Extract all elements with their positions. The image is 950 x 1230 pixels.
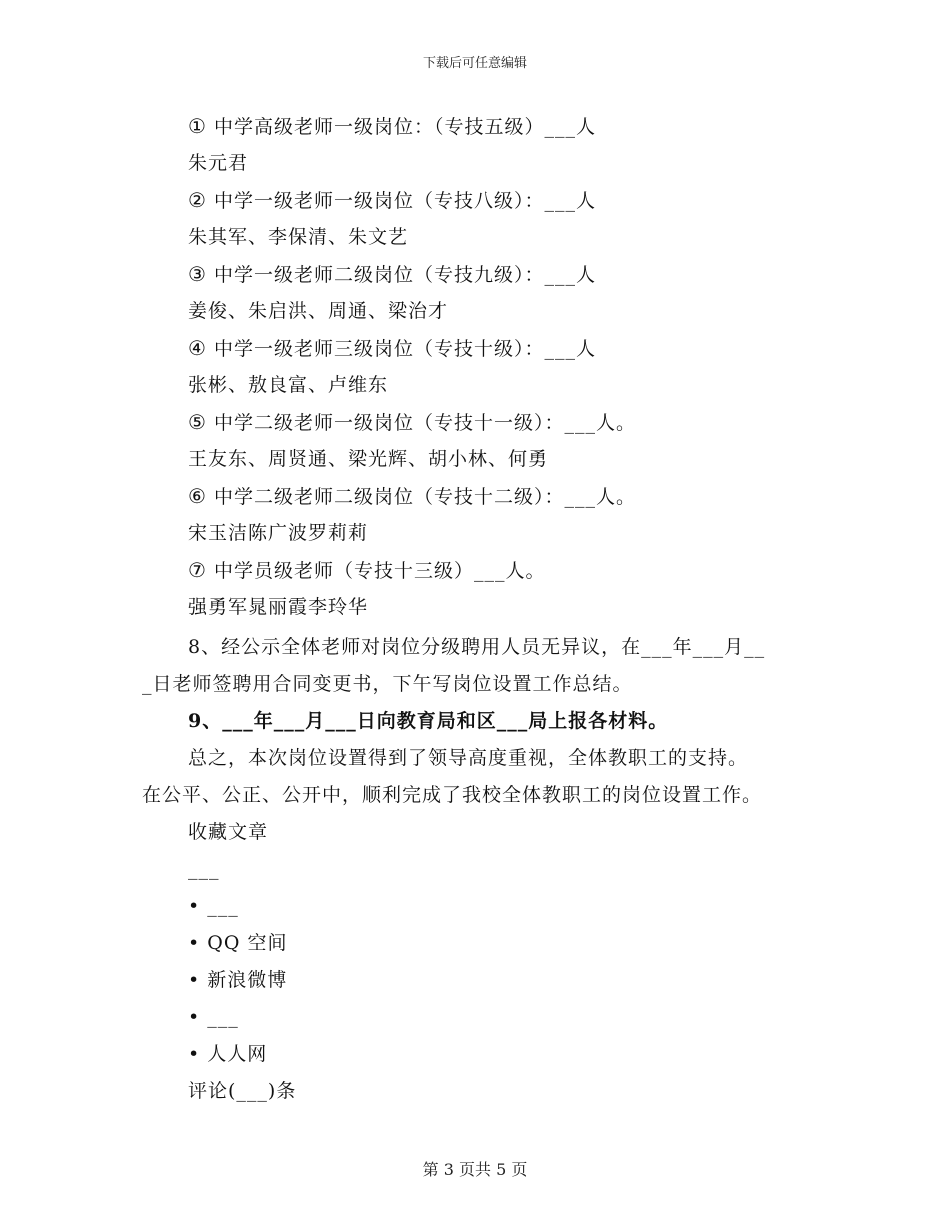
bookmark-article-link[interactable]: 收藏文章 bbox=[188, 821, 269, 843]
position-names-4: 张彬、敖良富、卢维东 bbox=[188, 374, 389, 396]
position-names-2: 朱其军、李保清、朱文艺 bbox=[188, 226, 409, 248]
share-item-renren[interactable]: • 人人网 bbox=[188, 1043, 268, 1065]
summary-line-2: 在公平、公正、公开中，顺利完成了我校全体教职工的岗位设置工作。 bbox=[142, 784, 763, 806]
circled-number-2: ② bbox=[188, 188, 207, 212]
position-label-2: 中学一级老师一级岗位（专技八级）：___人 bbox=[214, 190, 597, 212]
circled-number-6: ⑥ bbox=[188, 484, 207, 508]
position-label-7: 中学员级老师（专技十三级）___人。 bbox=[214, 560, 546, 582]
step-9: 9、___年___月___日向教育局和区___局上报各材料。 bbox=[188, 710, 669, 732]
position-label-6: 中学二级老师二级岗位（专技十二级）：___人。 bbox=[214, 486, 637, 508]
circled-number-7: ⑦ bbox=[188, 558, 207, 582]
share-blank: ___ bbox=[188, 858, 220, 880]
circled-number-4: ④ bbox=[188, 336, 207, 360]
share-item-qzone[interactable]: • QQ 空间 bbox=[188, 932, 288, 954]
position-title-2 bbox=[188, 186, 596, 215]
position-names-7: 强勇军晁丽霞李玲华 bbox=[188, 596, 369, 618]
circled-number-5: ⑤ bbox=[188, 410, 207, 434]
position-title-6 bbox=[188, 482, 636, 511]
position-names-3: 姜俊、朱启洪、周通、梁治才 bbox=[188, 300, 449, 322]
circled-number-3: ③ bbox=[188, 262, 207, 286]
position-title-4 bbox=[188, 334, 596, 363]
position-names-5: 王友东、周贤通、梁光辉、胡小林、何勇 bbox=[188, 448, 549, 470]
summary-line-1: 总之，本次岗位设置得到了领导高度重视，全体教职工的支持。 bbox=[188, 747, 749, 769]
position-label-3: 中学一级老师二级岗位（专技九级）：___人 bbox=[214, 264, 597, 286]
position-title-5 bbox=[188, 408, 636, 437]
page-header: 下载后可任意编辑 bbox=[422, 56, 527, 71]
page-footer: 第 3 页共 5 页 bbox=[422, 1160, 528, 1179]
position-label-4: 中学一级老师三级岗位（专技十级）：___人 bbox=[214, 338, 597, 360]
share-item-1[interactable]: • ___ bbox=[188, 895, 239, 917]
position-title-3 bbox=[188, 260, 596, 289]
share-item-weibo[interactable]: • 新浪微博 bbox=[188, 969, 288, 991]
share-item-4[interactable]: • ___ bbox=[188, 1006, 239, 1028]
step-8-line-2: _日老师签聘用合同变更书，下午写岗位设置工作总结。 bbox=[142, 673, 633, 695]
circled-number-1: ① bbox=[188, 114, 207, 138]
comments-count[interactable]: 评论(___)条 bbox=[188, 1080, 297, 1102]
step-8-line-1: 8、经公示全体老师对岗位分级聘用人员无异议，在___年___月__ bbox=[188, 636, 766, 658]
position-title-7 bbox=[188, 556, 546, 585]
position-title-1 bbox=[188, 112, 596, 141]
position-label-5: 中学二级老师一级岗位（专技十一级）：___人。 bbox=[214, 412, 637, 434]
position-names-6: 宋玉洁陈广波罗莉莉 bbox=[188, 522, 369, 544]
position-names-1: 朱元君 bbox=[188, 152, 249, 174]
position-label-1: 中学高级老师一级岗位：（专技五级）___人 bbox=[214, 116, 597, 138]
